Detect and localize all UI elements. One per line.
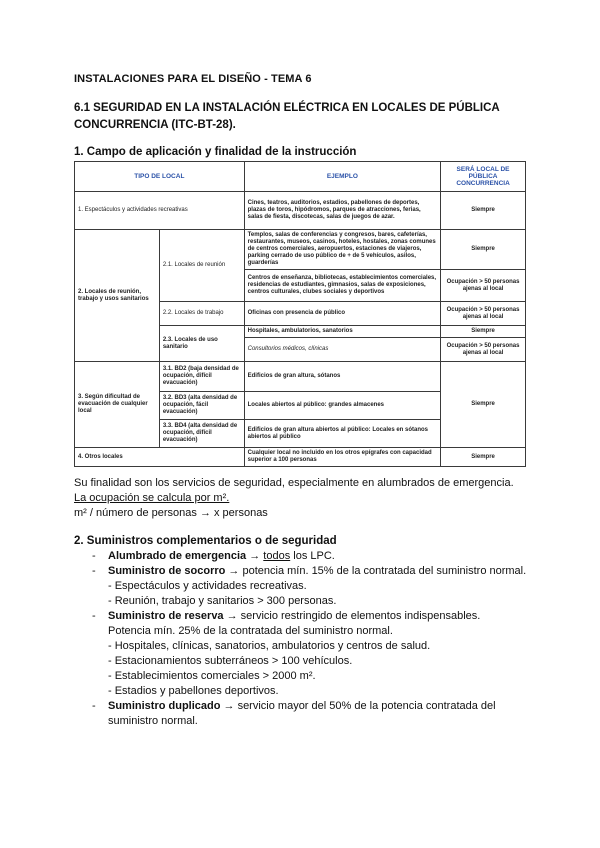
row2-3-label: 2.3. Locales de uso sanitario <box>159 326 244 362</box>
row1-occupation: Siempre <box>441 192 526 230</box>
finalidad-text: Su finalidad son los servicios de seguridad, especialmente en alumbrados de emergencia. <box>74 477 514 489</box>
bullet-dash: - <box>92 565 96 577</box>
list-item <box>92 549 532 564</box>
header-tipo-local: TIPO DE LOCAL <box>75 162 245 192</box>
formula-text: m² / número de personas → x personas <box>74 507 268 519</box>
list-item <box>92 564 532 609</box>
row4-example: Cualquier local no incluido en los otros epígrafes con capacidad superior a 100 personas <box>244 448 440 467</box>
table-row <box>75 362 526 392</box>
socorro-desc: → potencia mín. 15% de la contratada del suministro normal. <box>225 565 527 577</box>
row2-1-label: 2.1. Locales de reunión <box>159 230 244 302</box>
list-item <box>92 699 532 729</box>
duplicado-desc: → servicio mayor del 50% de la potencia contratada del suministro normal. <box>108 700 496 727</box>
reserva-term: Suministro de reserva <box>108 610 224 622</box>
supply-list <box>92 549 532 729</box>
header-ejemplo: EJEMPLO <box>244 162 440 192</box>
row2-type: 2. Locales de reunión, trabajo y usos sanitarios <box>75 230 160 362</box>
row3-2-example: Locales abiertos al público: grandes almacenes <box>244 392 440 420</box>
row4-occupation: Siempre <box>441 448 526 467</box>
subsection-title-2: 2. Suministros complementarios o de seguridad <box>74 535 337 547</box>
row2-3b-occupation: Ocupación > 50 personas ajenas al local <box>441 338 526 362</box>
header-publica-concurrencia: SERÁ LOCAL DE PÚBLICA CONCURRENCIA <box>441 162 526 192</box>
row2-1a-example: Templos, salas de conferencias y congresos, bares, cafeterías, restaurantes, museos, casinos, hoteles, hostales, zonas comunes de centros comerciales, aeropuertos, estaciones de viajeros, parking cerrado de uso público de + de 5 vehículos, asilos, guarderías <box>244 230 440 270</box>
table-row <box>75 192 526 230</box>
socorro-term: Suministro de socorro <box>108 565 226 577</box>
row2-2-occupation: Ocupación > 50 personas ajenas al local <box>441 302 526 326</box>
row3-1-label: 3.1. BD2 (baja densidad de ocupación, difícil evacuación) <box>159 362 244 392</box>
socorro-sub1: - Espectáculos y actividades recreativas. <box>108 580 307 592</box>
reserva-sub3: - Establecimientos comerciales > 2000 m². <box>108 670 316 682</box>
row3-2-label: 3.2. BD3 (alta densidad de ocupación, fácil evacuación) <box>159 392 244 420</box>
row3-type: 3. Según dificultad de evacuación de cualquier local <box>75 362 160 448</box>
bullet-dash: - <box>92 700 96 712</box>
row3-3-label: 3.3. BD4 (alta densidad de ocupación, difícil evacuación) <box>159 420 244 448</box>
alumbrado-rest: los LPC. <box>290 550 335 562</box>
table-row <box>75 230 526 270</box>
section-title: 6.1 SEGURIDAD EN LA INSTALACIÓN ELÉCTRICA EN LOCALES DE PÚBLICA CONCURRENCIA (ITC-BT-28). <box>74 102 500 131</box>
row3-3-example: Edificios de gran altura abiertos al público: Locales en sótanos abiertos al público <box>244 420 440 448</box>
table-header-row <box>75 162 526 192</box>
reserva-sub1: - Hospitales, clínicas, sanatorios, ambulatorios y centros de salud. <box>108 640 431 652</box>
row2-3b-example: Consultorios médicos, clínicas <box>244 338 440 362</box>
row2-1b-example: Centros de enseñanza, bibliotecas, establecimientos comerciales, residencias de estudiantes, gimnasios, salas de exposiciones, centros culturales, clubes sociales y deportivos <box>244 270 440 302</box>
row2-2-label: 2.2. Locales de trabajo <box>159 302 244 326</box>
row2-2-example: Oficinas con presencia de público <box>244 302 440 326</box>
row4-type: 4. Otros locales <box>75 448 245 467</box>
row1-example: Cines, teatros, auditorios, estadios, pabellones de deportes, plazas de toros, hipódromos, parques de atracciones, ferias, salas de fiesta, discotecas, salas de juegos de azar. <box>244 192 440 230</box>
list-item <box>92 609 532 699</box>
row2-1a-occupation: Siempre <box>441 230 526 270</box>
bullet-dash: - <box>92 610 96 622</box>
reserva-desc: → servicio restringido de elementos indispensables. <box>223 610 481 622</box>
ocupacion-text: La ocupación se calcula por m². <box>74 492 230 504</box>
reserva-sub2: - Estacionamientos subterráneos > 100 vehículos. <box>108 655 353 667</box>
document-title: INSTALACIONES PARA EL DISEÑO - TEMA 6 <box>74 73 312 85</box>
row2-3a-occupation: Siempre <box>441 326 526 338</box>
reserva-line2: Potencia mín. 25% de la contratada del suministro normal. <box>108 625 393 637</box>
row3-occupation: Siempre <box>441 362 526 448</box>
row2-1b-occupation: Ocupación > 50 personas ajenas al local <box>441 270 526 302</box>
row3-1-example: Edificios de gran altura, sótanos <box>244 362 440 392</box>
row2-3a-example: Hospitales, ambulatorios, sanatorios <box>244 326 440 338</box>
duplicado-term: Suministro duplicado <box>108 700 221 712</box>
row1-type: 1. Espectáculos y actividades recreativas <box>75 192 245 230</box>
reserva-sub4: - Estadios y pabellones deportivos. <box>108 685 279 697</box>
alumbrado-term: Alumbrado de emergencia <box>108 550 247 562</box>
local-types-table <box>74 161 526 467</box>
socorro-sub2: - Reunión, trabajo y sanitarios > 300 personas. <box>108 595 337 607</box>
bullet-dash: - <box>92 550 96 562</box>
alumbrado-todos: todos <box>263 550 291 562</box>
alumbrado-arrow: → <box>246 550 264 562</box>
table-row <box>75 448 526 467</box>
subsection-title-1: 1. Campo de aplicación y finalidad de la instrucción <box>74 146 357 158</box>
